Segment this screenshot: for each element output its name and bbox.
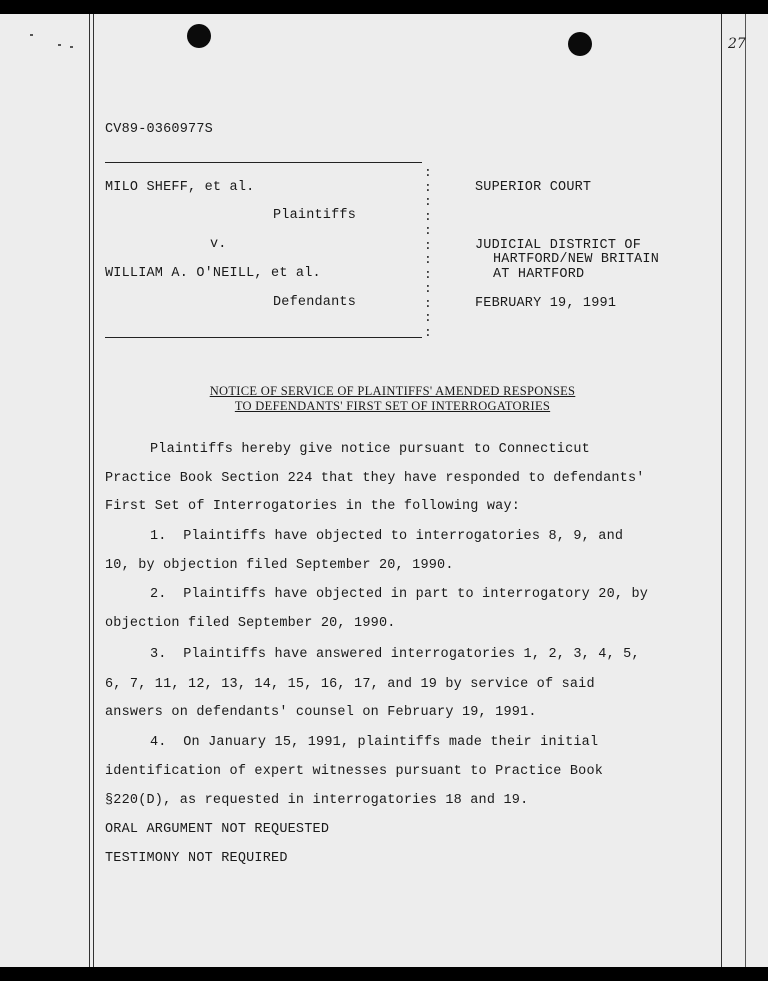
body-line: First Set of Interrogatories in the following way: — [105, 499, 521, 514]
body-line: Plaintiffs hereby give notice pursuant to Connecticut — [150, 442, 590, 457]
district-line-1: JUDICIAL DISTRICT OF — [475, 238, 642, 253]
body-line: §220(D), as requested in interrogatories 18 and 19. — [105, 793, 529, 808]
court-name: SUPERIOR COURT — [475, 180, 592, 195]
body-line: 1. Plaintiffs have objected to interrogatories 8, 9, and — [150, 529, 624, 544]
body-line: identification of expert witnesses pursuant to Practice Book — [105, 764, 604, 779]
plaintiff-name: MILO SHEFF, et al. — [105, 180, 255, 195]
body-line: 10, by objection filed September 20, 1990. — [105, 558, 454, 573]
body-line: answers on defendants' counsel on February 19, 1991. — [105, 705, 537, 720]
caption-bottom-rule — [105, 337, 422, 338]
document-page — [0, 14, 768, 967]
body-line: 3. Plaintiffs have answered interrogatories 1, 2, 3, 4, 5, — [150, 647, 640, 662]
caption-top-rule — [105, 162, 422, 163]
document-title-line-2: TO DEFENDANTS' FIRST SET OF INTERROGATORIES — [234, 399, 551, 413]
caption-colon-column: : : : : : : : : : : : : — [424, 165, 432, 340]
plaintiff-role: Plaintiffs — [273, 208, 357, 223]
body-line: 4. On January 15, 1991, plaintiffs made their initial — [150, 735, 599, 750]
punch-hole-right — [568, 32, 592, 56]
footer-testimony: TESTIMONY NOT REQUIRED — [105, 851, 288, 866]
case-number: CV89-0360977S — [105, 122, 213, 137]
body-line: Practice Book Section 224 that they have responded to defendants' — [105, 471, 645, 486]
punch-hole-left — [187, 24, 211, 48]
margin-line-right-outer — [745, 14, 746, 967]
footer-oral-argument: ORAL ARGUMENT NOT REQUESTED — [105, 822, 330, 837]
defendant-role: Defendants — [273, 295, 357, 310]
versus-label: v. — [210, 237, 227, 252]
filing-date: FEBRUARY 19, 1991 — [475, 296, 617, 311]
body-line: 2. Plaintiffs have objected in part to interrogatory 20, by — [150, 587, 649, 602]
page-number-mark: 27 — [728, 36, 746, 52]
document-title-line-1: NOTICE OF SERVICE OF PLAINTIFFS' AMENDED RESPONSES — [209, 384, 576, 398]
scan-speck — [30, 34, 33, 36]
body-line: 6, 7, 11, 12, 13, 14, 15, 16, 17, and 19 by service of said — [105, 677, 595, 692]
scan-speck — [58, 44, 61, 46]
margin-line-right — [721, 14, 722, 967]
scan-speck — [70, 46, 73, 48]
margin-line-left — [89, 14, 90, 967]
defendant-name: WILLIAM A. O'NEILL, et al. — [105, 266, 321, 281]
body-line: objection filed September 20, 1990. — [105, 616, 396, 631]
district-line-2: HARTFORD/NEW BRITAIN — [493, 252, 660, 267]
margin-line-left-inner — [93, 14, 94, 967]
district-line-3: AT HARTFORD — [493, 267, 585, 282]
